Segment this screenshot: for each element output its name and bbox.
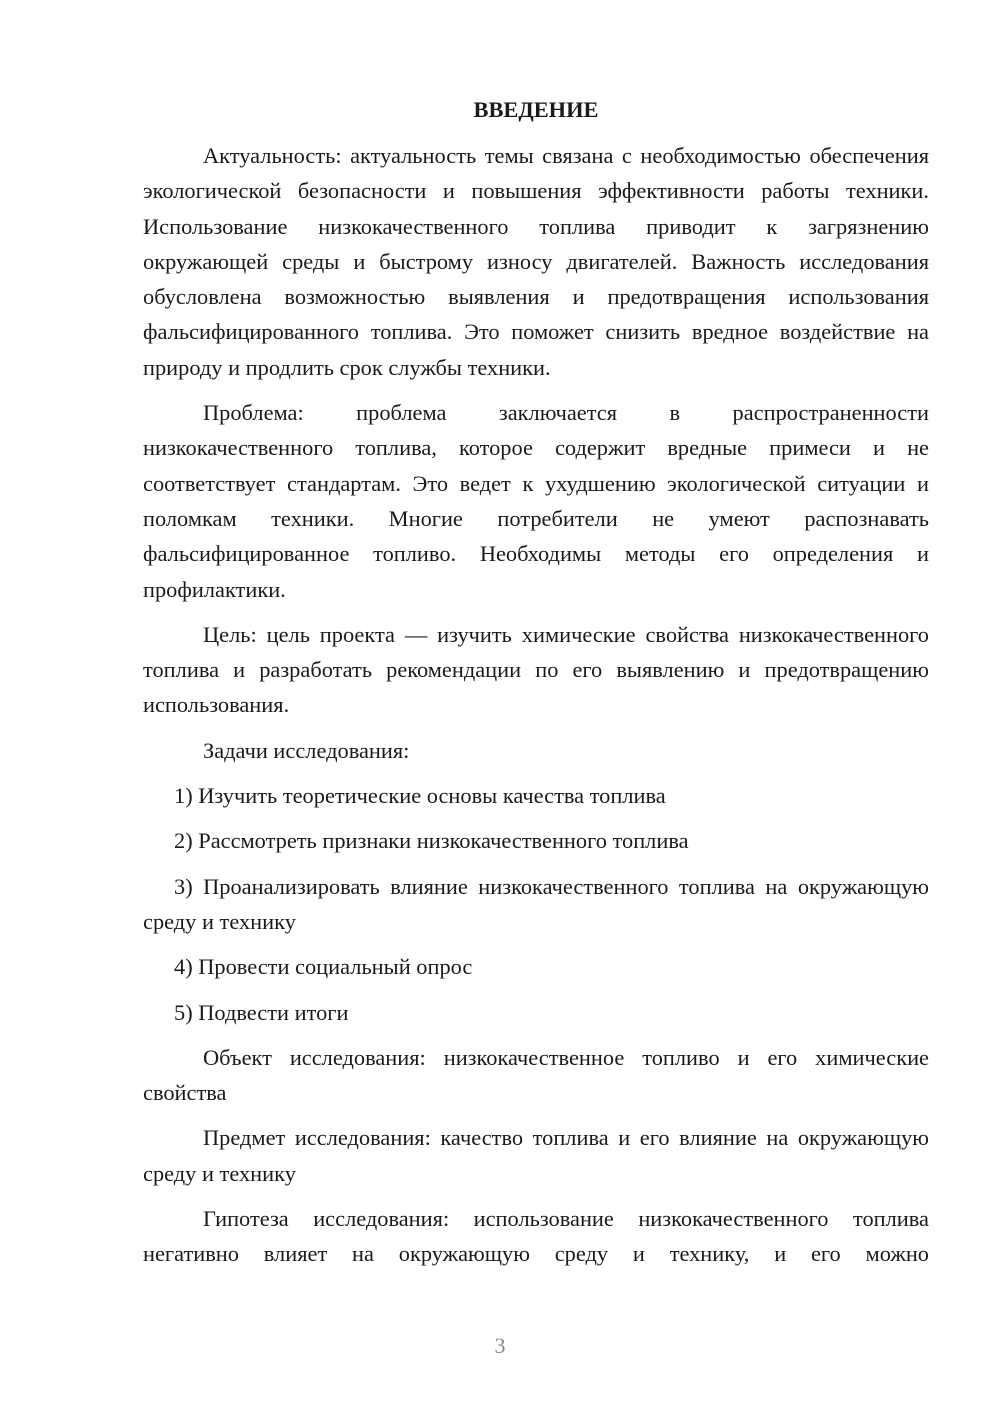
section-heading: ВВЕДЕНИЕ (473, 97, 599, 122)
task-item: 4) Провести социальный опрос (174, 954, 473, 980)
paragraph-object: Объект исследования: низкокачественное топливо и его химические свойства (143, 1044, 929, 1106)
paragraph-relevance: Актуальность: актуальность темы связана с необходимостью обеспечения экологической безопасности и повышения эффективности работы техники. Использование низкокачественного топлива приводит к загрязнению окружающей среды и быстрому износу двигателей. Важность исследования обусловлена возможностью выявления и предотвращения использования фальсифицированного топлива. Это поможет снизить вредное воздействие на природу и продлить срок службы техники. (143, 143, 929, 380)
task-item: 3) Проанализировать влияние низкокачественного топлива на окружающую среду и технику (143, 873, 929, 934)
page-number: 3 (494, 1333, 506, 1358)
paragraph-tasks-intro: Задачи исследования: (203, 737, 410, 763)
paragraph-hypothesis: Гипотеза исследования: использование низкокачественного топлива негативно влияет на окружающую среду и технику, и его можно (143, 1206, 929, 1267)
task-item: 2) Рассмотреть признаки низкокачественного топлива (174, 828, 689, 854)
paragraph-problem: Проблема: проблема заключается в распространенности низкокачественного топлива, которое содержит вредные примеси и не соответствует стандартам. Это ведет к ухудшению экологической ситуации и поломкам техники. Многие потребители не умеют распознавать фальсифицированное топливо. Необходимы методы его определения и профилактики. (143, 400, 929, 602)
task-item: 1) Изучить теоретические основы качества топлива (174, 783, 666, 809)
document-page (143, 92, 929, 1282)
paragraph-goal: Цель: цель проекта — изучить химические свойства низкокачественного топлива и разработать рекомендации по его выявлению и предотвращению использования. (143, 621, 929, 718)
paragraph-subject: Предмет исследования: качество топлива и его влияние на окружающую среду и технику (143, 1125, 929, 1186)
task-item: 5) Подвести итоги (174, 999, 349, 1025)
